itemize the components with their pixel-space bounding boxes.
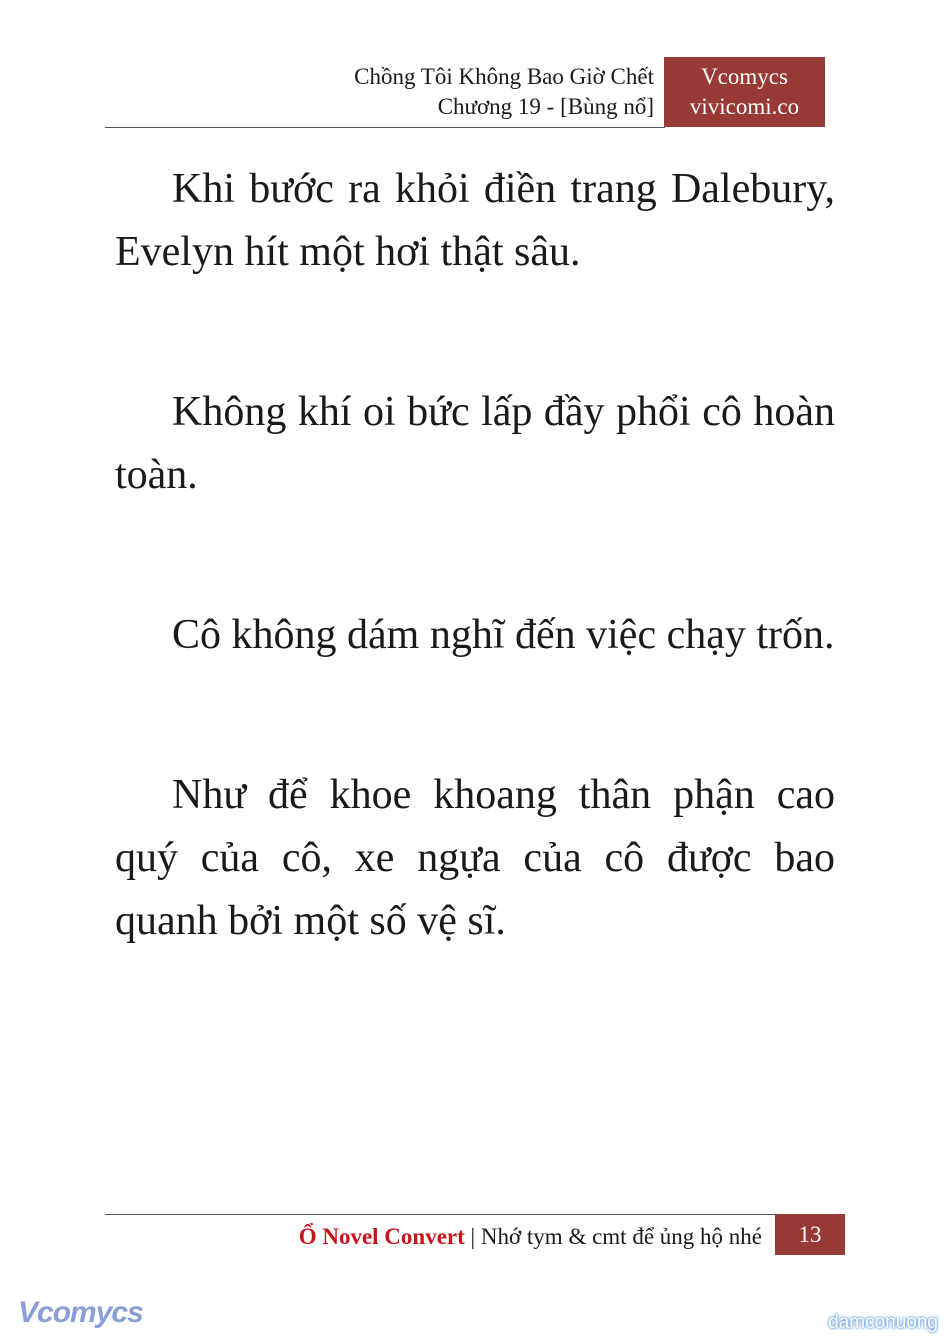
page-number: 13 <box>775 1214 845 1255</box>
header-divider <box>105 127 665 128</box>
footer-message: Nhớ tym & cmt để ủng hộ nhé <box>480 1224 762 1249</box>
paragraph: Không khí oi bức lấp đầy phổi cô hoàn toàn. <box>115 389 835 498</box>
badge-site: vivicomi.co <box>689 94 800 119</box>
source-badge <box>664 57 825 127</box>
damconuong-watermark: damconuong <box>828 1312 938 1333</box>
footer-separator: | <box>470 1224 476 1249</box>
chapter-body <box>115 158 835 1050</box>
paragraph: Khi bước ra khỏi điền trang Dalebury, Evelyn hít một hơi thật sâu. <box>115 166 835 275</box>
footer-brand: Ổ Novel Convert <box>298 1224 465 1249</box>
running-footer <box>299 1222 762 1252</box>
footer-divider <box>105 1214 775 1215</box>
book-title: Chồng Tôi Không Bao Giờ Chết <box>354 64 654 89</box>
badge-name: Vcomycs <box>701 64 788 89</box>
running-header <box>354 62 654 122</box>
chapter-title: Chương 19 - [Bùng nổ] <box>437 94 654 119</box>
vcomycs-watermark-logo: Vcomycs <box>18 1296 143 1329</box>
paragraph: Như để khoe khoang thân phận cao quý của cô, xe ngựa của cô được bao quanh bởi một số vệ sĩ. <box>115 772 835 944</box>
paragraph: Cô không dám nghĩ đến việc chạy trốn. <box>172 612 835 658</box>
